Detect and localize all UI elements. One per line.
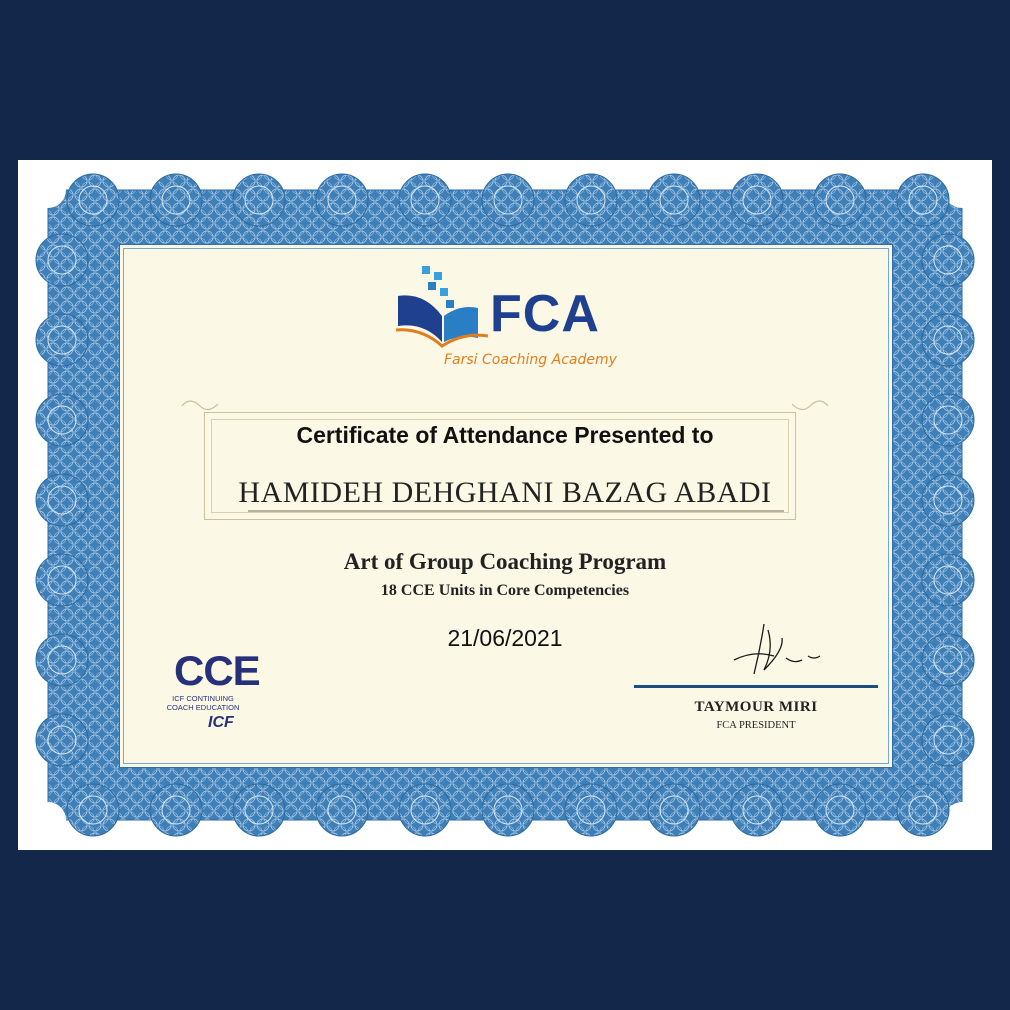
cce-caption-line1: ICF CONTINUING: [172, 694, 234, 703]
logo-acronym: FCA: [490, 285, 600, 343]
signatory-title: FCA PRESIDENT: [716, 720, 796, 731]
logo-academy-name: Farsi Coaching Academy: [444, 352, 617, 368]
cce-badge-title: CCE: [174, 647, 260, 694]
cce-badge-caption: [148, 694, 258, 712]
cce-badge: [166, 647, 284, 750]
cce-caption-line2: COACH EDUCATION: [166, 703, 240, 712]
certificate-date: 21/06/2021: [447, 625, 563, 651]
ornament-right-icon: [790, 396, 830, 416]
recipient-underline: [248, 510, 784, 512]
book-icon: [394, 266, 494, 356]
recipient-name: HAMIDEH DEHGHANI BAZAG ABADI: [238, 476, 772, 509]
signatory-name: TAYMOUR MIRI: [694, 699, 818, 715]
certificate-heading: Certificate of Attendance Presented to: [296, 422, 714, 448]
fca-logo: [394, 266, 626, 370]
icf-logo: ICF: [208, 714, 234, 731]
signature-line: [634, 685, 878, 688]
cce-units: 18 CCE Units in Core Competencies: [380, 582, 630, 599]
certificate-sheet: [18, 160, 992, 850]
program-title: Art of Group Coaching Program: [343, 549, 667, 574]
signature-icon: [724, 620, 834, 680]
